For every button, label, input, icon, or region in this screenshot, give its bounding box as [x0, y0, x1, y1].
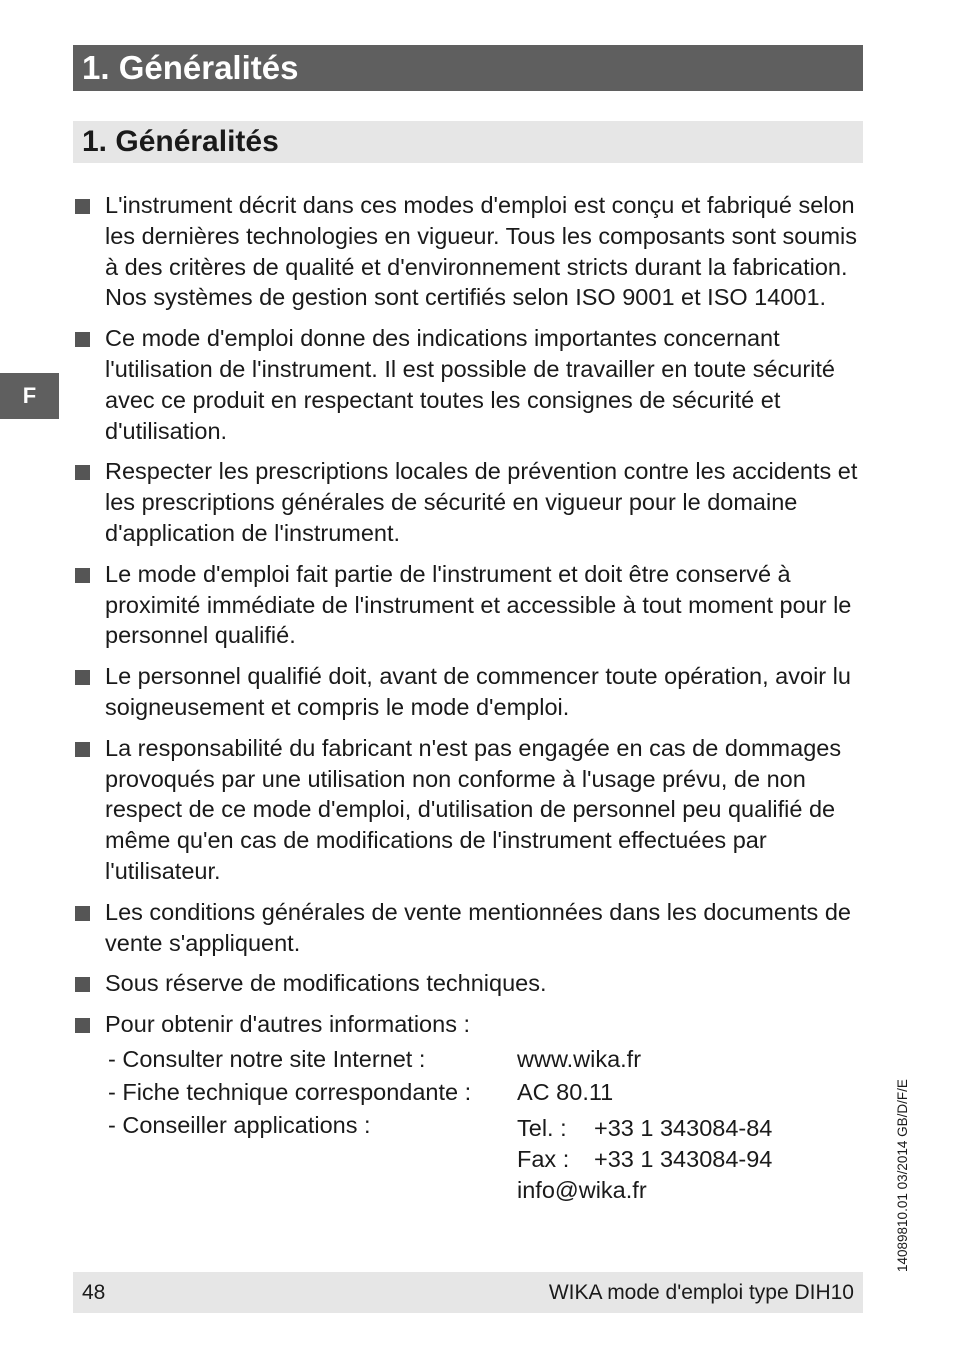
contact-info — [108, 1044, 868, 1206]
fax-value: +33 1 343084-94 — [594, 1145, 773, 1172]
website-value: www.wika.fr — [517, 1045, 642, 1072]
square-bullet-icon — [75, 568, 90, 583]
list-item — [73, 968, 868, 999]
language-tab: F — [0, 373, 59, 419]
list-item — [73, 897, 868, 959]
list-item — [73, 559, 868, 651]
tel-line — [517, 1113, 868, 1144]
list-item-text: Ce mode d'emploi donne des indications importantes concernant l'utilisation de l'instrument. Il est possible de travailler en toute sécurité avec ce produit en respectant toutes les consignes de sécurité et d'utilisation. — [105, 325, 836, 444]
advisor-contact — [517, 1113, 868, 1206]
advisor-row — [108, 1110, 868, 1206]
email-value: info@wika.fr — [517, 1176, 647, 1203]
list-item-text: Respecter les prescriptions locales de prévention contre les accidents et les prescriptions générales de sécurité en vigueur pour le domaine d'application de l'instrument. — [105, 458, 858, 546]
chapter-header — [73, 45, 863, 91]
list-item-text: Sous réserve de modifications techniques. — [105, 970, 547, 997]
list-item — [73, 1009, 868, 1040]
list-item — [73, 190, 868, 313]
list-item-text: La responsabilité du fabricant n'est pas engagée en cas de dommages provoqués par une utilisation non conforme à l'usage prévu, de non respect de ce mode d'emploi, d'utilisation de personnel peu qualifié de même qu'en cas de modifications de l'instrument effectuées par l'utilisateur. — [105, 734, 842, 884]
datasheet-label: - Fiche technique correspondante : — [108, 1078, 472, 1105]
list-item-text: L'instrument décrit dans ces modes d'emploi est conçu et fabriqué selon les dernières technologies en vigueur. Tous les composants sont soumis à des critères de qualité et d'environnement stricts durant la fabrication. Nos systèmes de gestion sont certifiés selon ISO 9001 et ISO 14001. — [105, 192, 857, 311]
section-header — [73, 121, 863, 163]
website-row — [108, 1044, 868, 1075]
section-title: 1. Généralités — [82, 125, 279, 158]
square-bullet-icon — [75, 465, 90, 480]
square-bullet-icon — [75, 670, 90, 685]
square-bullet-icon — [75, 332, 90, 347]
square-bullet-icon — [75, 742, 90, 757]
document-code: 14089810.01 03/2014 GB/D/F/E — [895, 1079, 910, 1272]
list-item-text: Le personnel qualifié doit, avant de commencer toute opération, avoir lu soigneusement et compris le mode d'emploi. — [105, 663, 851, 720]
list-item — [73, 661, 868, 723]
datasheet-row — [108, 1077, 868, 1108]
tel-value: +33 1 343084-84 — [594, 1114, 773, 1141]
square-bullet-icon — [75, 1018, 90, 1033]
tel-key: Tel. : — [517, 1114, 567, 1141]
datasheet-value: AC 80.11 — [517, 1078, 614, 1105]
fax-key: Fax : — [517, 1145, 570, 1172]
list-item — [73, 733, 868, 887]
website-label: - Consulter notre site Internet : — [108, 1045, 426, 1072]
square-bullet-icon — [75, 906, 90, 921]
footer-doc-title: WIKA mode d'emploi type DIH10 — [548, 1280, 854, 1304]
fax-line — [517, 1144, 868, 1175]
list-item — [73, 323, 868, 446]
content-body — [73, 190, 868, 1208]
list-item-text: Les conditions générales de vente mentionnées dans les documents de vente s'appliquent. — [105, 898, 851, 956]
page-number: 48 — [82, 1280, 106, 1304]
list-item-text: Pour obtenir d'autres informations : — [105, 1011, 471, 1038]
chapter-title: 1. Généralités — [82, 49, 299, 86]
list-item-text: Le mode d'emploi fait partie de l'instrument et doit être conservé à proximité immédiate de l'instrument et accessible à tout moment pour le personnel qualifié. — [105, 560, 852, 649]
square-bullet-icon — [75, 199, 90, 214]
advisor-label: - Conseiller applications : — [108, 1111, 371, 1138]
square-bullet-icon — [75, 977, 90, 992]
list-item — [73, 456, 868, 548]
page-footer — [73, 1272, 863, 1313]
